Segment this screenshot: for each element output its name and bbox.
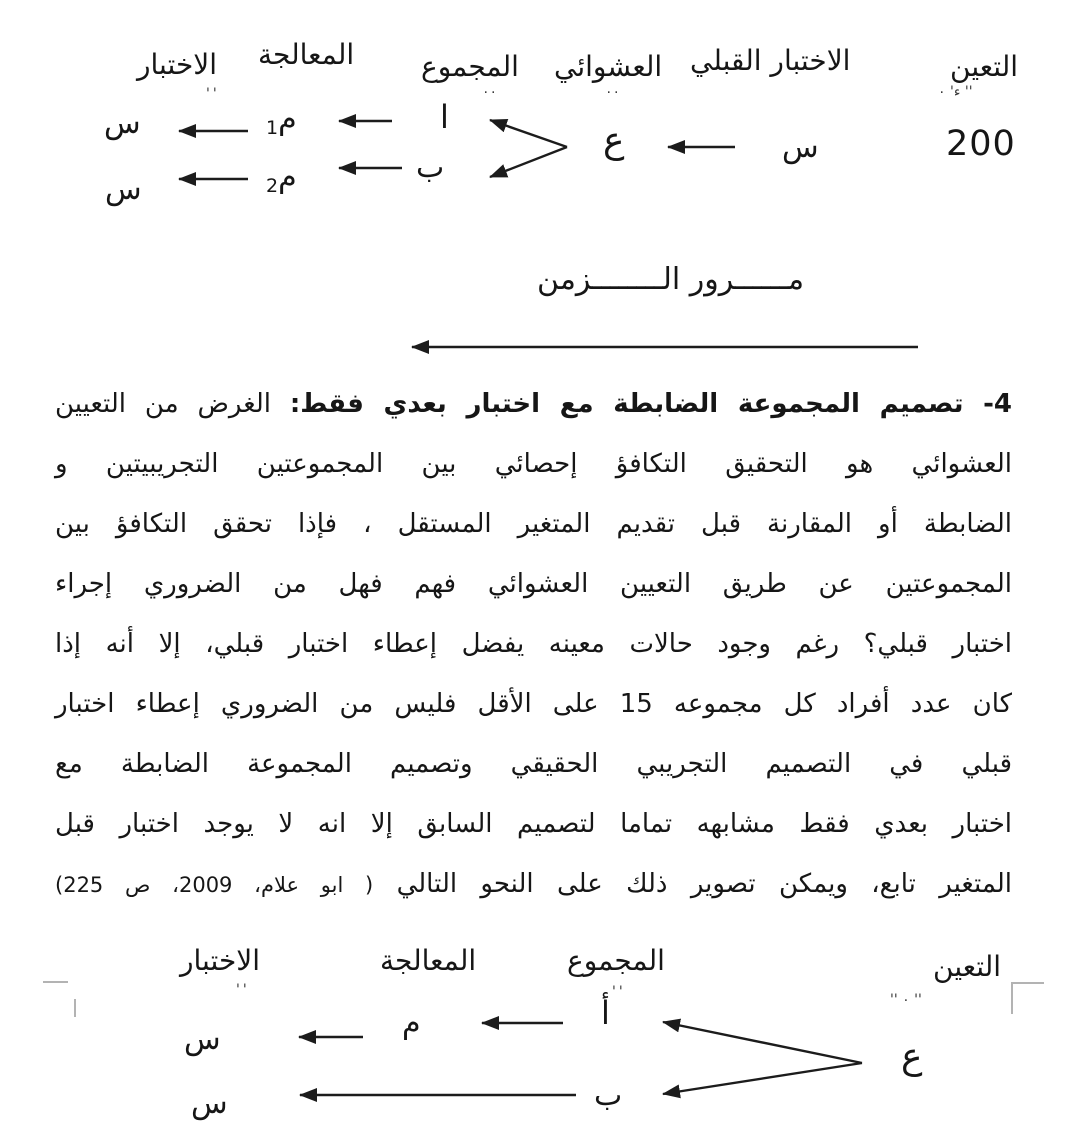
posttest-1-symbol-b: س — [184, 1022, 221, 1057]
top-header-pretest: الاختبار القبلي — [690, 44, 851, 77]
top-header-treatment: المعالجة — [258, 38, 355, 71]
paragraph-text: المتغير تابع، ويمكن تصوير ذلك على النحو التالي — [396, 869, 1013, 899]
arrow-random-to-groupB-b — [663, 1063, 862, 1094]
stray-mark: '' ٠ '' — [890, 992, 922, 1008]
paragraph-line — [55, 794, 1012, 854]
paragraph-line — [55, 434, 1012, 494]
paragraph-line — [55, 494, 1012, 554]
body-paragraph — [55, 374, 1012, 914]
posttest-2-symbol-b: س — [191, 1086, 228, 1121]
group-a-symbol: ا — [440, 98, 449, 136]
paragraph-text: اختبار بعدي فقط مشابهه تماما لتصميم السابق إلا انه لا يوجد اختبار قبل — [55, 809, 1012, 839]
bottom-header-assignment: التعين — [933, 950, 1002, 983]
paragraph-text: المجموعتين عن طريق التعيين العشوائي فهم فهل من الضروري إجراء — [55, 569, 1012, 599]
crop-mark-right-corner — [1012, 983, 1044, 1014]
top-header-group: المجموع — [421, 50, 519, 83]
treatment-2-symbol: م2 — [266, 160, 297, 197]
arrow-random-to-groupB — [490, 147, 567, 177]
randomization-symbol: ع — [603, 120, 625, 161]
stray-mark: ٠٠ — [605, 84, 621, 100]
posttest-2-symbol: س — [105, 172, 142, 207]
top-header-assignment: التعين — [950, 50, 1019, 83]
sample-size: 200 — [946, 124, 1016, 164]
stray-mark: '' — [236, 982, 250, 998]
time-arrow-label: مــــــرور الــــــــزمن — [537, 262, 805, 297]
stray-mark: '' — [206, 86, 220, 102]
randomization-symbol-b: ع — [901, 1036, 923, 1077]
group-b-symbol: ب — [416, 150, 445, 185]
arrow-random-to-groupA-b — [663, 1022, 862, 1063]
top-header-posttest: الاختبار — [137, 48, 218, 81]
paragraph-line — [55, 734, 1012, 794]
arrow-random-to-groupA — [490, 120, 567, 147]
paragraph-text: اختبار قبلي؟ رغم وجود حالات معينه يفضل إعطاء اختبار قبلي، إلا أنه إذا — [55, 629, 1012, 659]
group-a-symbol-b: أ — [601, 994, 610, 1032]
paragraph-line — [55, 854, 1012, 914]
group-b-symbol-b: ب — [594, 1078, 623, 1113]
bottom-header-treatment: المعالجة — [380, 944, 477, 977]
treatment-symbol-b: م — [402, 1006, 421, 1041]
stray-mark: ء' ٠ '' — [938, 84, 973, 100]
treatment-1-symbol: م1 — [266, 102, 297, 139]
citation-text: ( ابو علام، 2009، ص 225) — [55, 873, 374, 897]
heading-bold-text: 4- تصميم المجموعة الضابطة مع اختبار بعدي فقط: — [289, 389, 1013, 419]
stray-mark: ٠٠ — [482, 84, 498, 100]
paragraph-line — [55, 374, 1012, 434]
bottom-header-posttest: الاختبار — [180, 944, 261, 977]
paragraph-text: الضابطة أو المقارنة قبل تقديم المتغير المستقل ، فإذا تحقق التكافؤ بين — [55, 509, 1012, 539]
top-header-random: العشوائي — [554, 50, 663, 83]
paragraph-text: العشوائي هو التحقيق التكافؤ إحصائي بين المجموعتين التجريبيتين و — [55, 449, 1012, 479]
pretest-symbol: س — [782, 130, 819, 165]
paragraph-text: قبلي في التصميم التجريبي الحقيقي وتصميم المجموعة الضابطة مع — [55, 749, 1012, 779]
paragraph-line — [55, 614, 1012, 674]
paragraph-line — [55, 674, 1012, 734]
bottom-header-group: المجموع — [567, 944, 665, 977]
posttest-1-symbol: س — [104, 106, 141, 141]
paragraph-text: كان عدد أفراد كل مجموعه 15 على الأقل فليس من الضروري إعطاء اختبار — [55, 689, 1012, 719]
stray-mark: '' — [612, 984, 626, 1000]
paragraph-text: الغرض من التعيين — [55, 389, 271, 419]
paragraph-line — [55, 554, 1012, 614]
